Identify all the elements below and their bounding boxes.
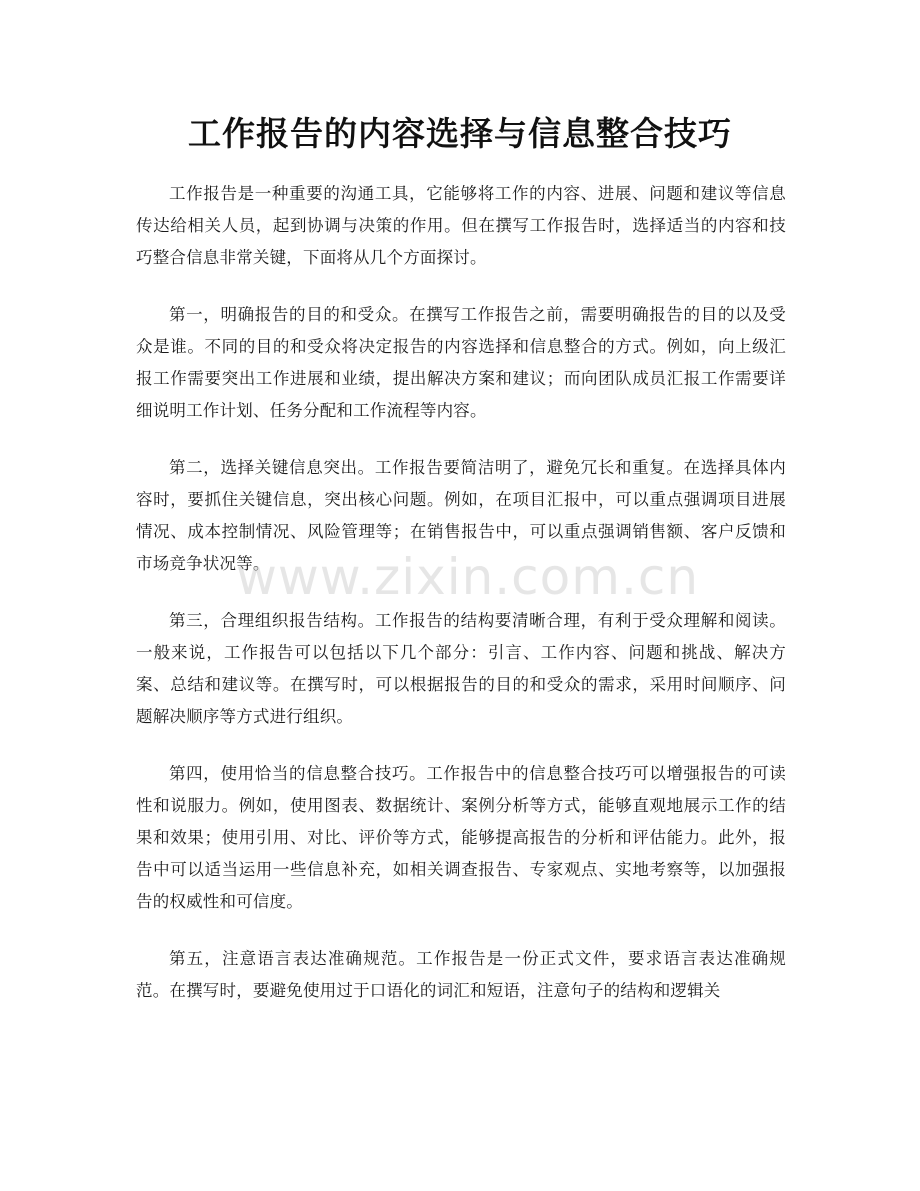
paragraph-intro: 工作报告是一种重要的沟通工具，它能够将工作的内容、进展、问题和建议等信息传达给相关人员，起到协调与决策的作用。但在撰写工作报告时，选择适当的内容和技巧整合信息非常关键，下面将从几个方面探讨。 [136,184,786,267]
paragraph-first-point: 第一，明确报告的目的和受众。在撰写工作报告之前，需要明确报告的目的以及受众是谁。不同的目的和受众将决定报告的内容选择和信息整合的方式。例如，向上级汇报工作需要突出工作进展和业绩，提出解决方案和建议；而向团队成员汇报工作需要详细说明工作计划、任务分配和工作流程等内容。 [136,305,786,420]
paragraph-fourth-point: 第四，使用恰当的信息整合技巧。工作报告中的信息整合技巧可以增强报告的可读性和说服力。例如，使用图表、数据统计、案例分析等方式，能够直观地展示工作的结果和效果；使用引用、对比、评价等方式，能够提高报告的分析和评估能力。此外，报告中可以适当运用一些信息补充，如相关调查报告、专家观点、实地考察等，以加强报告的权威性和可信度。 [136,764,786,911]
paragraph-fifth-point: 第五，注意语言表达准确规范。工作报告是一份正式文件，要求语言表达准确规范。在撰写时，要避免使用过于口语化的词汇和短语，注意句子的结构和逻辑关 [136,949,786,1000]
watermark: www.zixin.com.cn [236,548,700,606]
document-body [136,178,786,1032]
paragraph-third-point: 第三，合理组织报告结构。工作报告的结构要清晰合理，有利于受众理解和阅读。一般来说，工作报告可以包括以下几个部分：引言、工作内容、问题和挑战、解决方案、总结和建议等。在撰写时，可以根据报告的目的和受众的需求，采用时间顺序、问题解决顺序等方式进行组织。 [136,611,786,726]
document-title: 工作报告的内容选择与信息整合技巧 [188,114,732,153]
paragraph-second-point: 第二，选择关键信息突出。工作报告要简洁明了，避免冗长和重复。在选择具体内容时，要抓住关键信息，突出核心问题。例如，在项目汇报中，可以重点强调项目进展情况、成本控制情况、风险管理等；在销售报告中，可以重点强调销售额、客户反馈和市场竞争状况等。 [136,458,786,573]
